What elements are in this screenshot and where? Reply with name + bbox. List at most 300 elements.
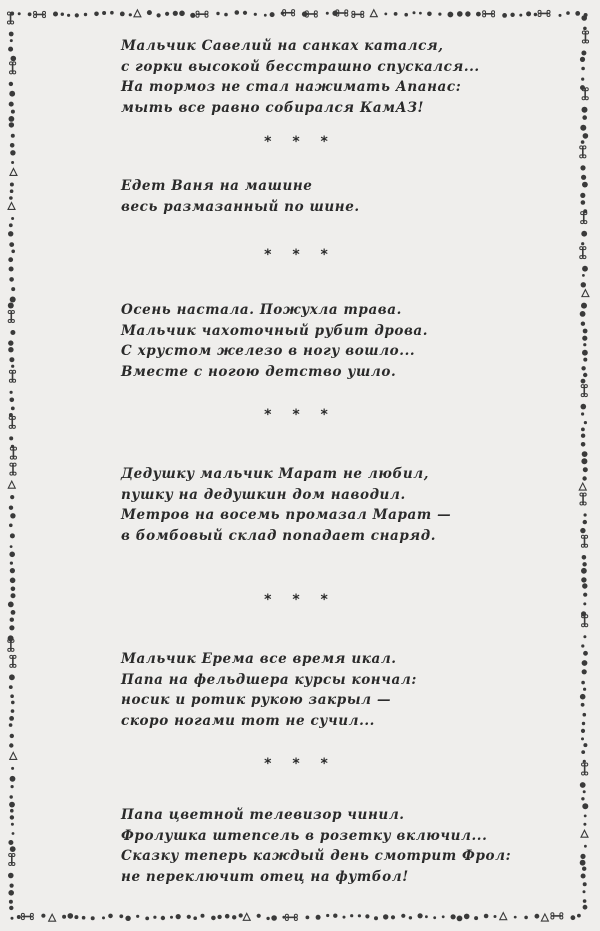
border-dot (581, 737, 584, 740)
border-dot (582, 451, 588, 457)
border-dot (217, 915, 221, 919)
border-dot (9, 723, 13, 727)
border-dot (582, 583, 587, 588)
border-dot (10, 809, 14, 813)
border-dot (580, 782, 586, 788)
border-dot (425, 915, 428, 918)
border-bone (10, 655, 16, 667)
border-dot (526, 11, 531, 16)
border-dot (10, 776, 16, 782)
border-triangle (8, 202, 15, 209)
border-dot (474, 916, 478, 920)
border-triangle (10, 168, 17, 175)
border-bone (9, 853, 15, 865)
poem-1 (121, 36, 480, 118)
border-dot (157, 13, 161, 17)
border-dot (581, 442, 586, 447)
border-dot (583, 905, 588, 910)
border-dot (108, 914, 113, 919)
border-dot (582, 274, 585, 277)
border-dot (580, 694, 586, 700)
border-bone (580, 493, 586, 505)
separator: * * * (264, 756, 336, 772)
border-dot (582, 115, 587, 120)
border-dot (404, 13, 408, 17)
poem-line: С хрустом железо в ногу вошло... (121, 343, 416, 359)
border-dot (53, 12, 58, 17)
border-dot (581, 729, 585, 733)
border-dot (9, 506, 13, 510)
border-dot (350, 914, 353, 917)
border-dot (102, 916, 105, 919)
border-dot (9, 436, 13, 440)
border-dot (571, 915, 576, 920)
border-dot (584, 845, 587, 848)
border-dot (583, 890, 586, 893)
border-dot (581, 379, 586, 384)
border-dot (583, 467, 588, 472)
border-dot (581, 568, 587, 574)
border-dot (187, 915, 191, 919)
poem-2 (121, 176, 360, 217)
border-dot (211, 916, 216, 921)
poem-line: Осень настала. Пожухла трава. (121, 302, 402, 318)
border-dot (559, 14, 562, 17)
border-dot (581, 175, 586, 180)
border-dot (11, 287, 15, 291)
border-dot (581, 681, 585, 685)
border-bone (538, 10, 550, 16)
border-dot (9, 906, 13, 910)
poem-line: Дедушку мальчик Марат не любил, (121, 466, 430, 482)
border-dot (224, 13, 228, 17)
border-dot (580, 528, 585, 533)
border-dot (193, 916, 197, 920)
border-dot (580, 125, 586, 131)
border-bone (10, 62, 16, 74)
border-dot (10, 578, 16, 584)
border-dot (254, 13, 257, 16)
border-dot (10, 734, 14, 738)
border-dot (8, 340, 13, 345)
border-dot (11, 709, 15, 713)
border-dot (582, 669, 587, 674)
poem-line: Мальчик чахоточный рубит дрова. (121, 322, 429, 339)
border-dot (9, 267, 14, 272)
border-dot (11, 56, 17, 62)
border-dot (583, 27, 587, 31)
border-dot (10, 694, 14, 698)
border-dot (11, 110, 15, 114)
poem-line: носик и ротик рукою закрыл — (121, 692, 392, 708)
border-dot (11, 217, 14, 220)
border-dot (580, 57, 585, 62)
border-dot (161, 916, 165, 920)
border-dot (581, 703, 585, 707)
border-dot (102, 11, 106, 15)
border-dot (582, 350, 588, 356)
border-dot (583, 651, 588, 656)
border-dot (9, 743, 13, 747)
border-dot (583, 358, 587, 362)
border-dot (271, 915, 277, 921)
border-dot (235, 10, 240, 15)
poem-line: весь размазанный по шине. (121, 198, 360, 215)
border-dot (582, 266, 588, 272)
border-triangle (370, 10, 377, 17)
border-triangle (579, 483, 586, 490)
border-dot (383, 914, 388, 919)
border-dot (582, 562, 586, 566)
border-dot (391, 915, 395, 919)
border-dot (326, 914, 329, 917)
border-bone (10, 447, 16, 459)
border-dot (9, 685, 13, 689)
border-dot (581, 282, 586, 287)
border-dot (125, 916, 130, 921)
border-dot (10, 189, 14, 193)
border-dot (10, 495, 14, 499)
border-triangle (243, 913, 250, 920)
border-dot (583, 823, 586, 826)
border-dot (583, 743, 587, 747)
border-dot (9, 716, 14, 721)
border-dot (17, 915, 21, 919)
border-dot (190, 13, 195, 18)
border-dot (10, 391, 13, 394)
border-dot (580, 854, 585, 859)
border-dot (583, 343, 586, 346)
border-dot (580, 860, 586, 866)
border-bone (283, 10, 295, 16)
border-dot (75, 13, 79, 17)
border-bone (196, 11, 208, 17)
border-bone (21, 913, 33, 919)
poem-line: мыть все равно собирался КамАЗ! (121, 99, 425, 116)
border-dot (179, 11, 185, 17)
border-dot (9, 552, 15, 558)
poem-3 (121, 300, 428, 382)
border-dot (9, 625, 14, 630)
border-dot (582, 867, 586, 871)
separator: * * * (264, 134, 336, 150)
poem-line: в бомбовый склад попадает снаряд. (121, 527, 437, 544)
border-dot (9, 223, 13, 227)
border-dot (165, 12, 169, 16)
poem-line: На тормоз не стал нажимать Апанас: (121, 79, 462, 95)
border-dot (9, 116, 15, 122)
border-dot (129, 13, 132, 16)
border-dot (582, 476, 586, 480)
border-bone (581, 212, 587, 224)
border-dot (581, 67, 585, 71)
border-dot (282, 916, 285, 919)
border-dot (514, 916, 517, 919)
border-dot (10, 398, 15, 403)
border-dot (12, 832, 15, 835)
border-triangle (581, 830, 588, 837)
poem-line: Метров на восемь промазал Марат — (121, 507, 452, 523)
border-dot (11, 161, 14, 164)
border-dot (119, 914, 123, 918)
border-dot (62, 915, 66, 919)
border-dot (11, 785, 14, 788)
poem-5 (121, 649, 417, 731)
border-dot (11, 587, 16, 592)
border-dot (583, 635, 586, 638)
border-dot (582, 107, 588, 113)
border-dot (9, 674, 15, 680)
border-dot (8, 347, 13, 352)
poem-line: Фролушка штепсель в розетку включил... (121, 827, 488, 844)
border-dot (581, 15, 587, 21)
border-bone (582, 31, 588, 43)
border-dot (394, 12, 398, 16)
border-dot (10, 183, 14, 187)
border-dot (41, 914, 45, 918)
border-dot (580, 311, 586, 317)
border-dot (11, 917, 14, 920)
border-dot (257, 914, 261, 918)
separator: * * * (264, 407, 336, 423)
border-dot (581, 366, 585, 370)
border-dot (10, 545, 13, 548)
border-dot (326, 12, 329, 15)
border-dot (306, 916, 310, 920)
border-dot (583, 713, 587, 717)
border-dot (581, 577, 586, 582)
border-dot (11, 823, 14, 826)
border-dot (365, 914, 369, 918)
border-dot (216, 12, 219, 15)
border-dot (427, 12, 432, 17)
border-dot (581, 434, 585, 438)
border-dot (384, 13, 387, 16)
border-dot (10, 884, 14, 888)
border-dot (136, 915, 139, 918)
border-dot (8, 890, 14, 896)
border-bone (8, 310, 14, 322)
border-dot (581, 750, 585, 754)
border-dot (584, 513, 587, 516)
border-dot (519, 14, 522, 17)
border-dot (581, 322, 585, 326)
border-dot (581, 458, 587, 464)
border-dot (68, 913, 74, 919)
poem-line: Мальчик Ерема все время икал. (121, 651, 397, 667)
border-dot (9, 357, 14, 362)
border-dot (94, 12, 99, 17)
border-dot (484, 914, 489, 919)
border-dot (581, 428, 585, 432)
border-dot (8, 303, 14, 309)
border-dot (582, 555, 587, 560)
border-dot (582, 182, 588, 188)
border-dot (9, 91, 15, 97)
border-dot (580, 193, 585, 198)
border-dot (575, 11, 580, 16)
border-dot (524, 916, 528, 920)
border-dot (358, 914, 361, 917)
poem-line: пушку на дедушкин дом наводил. (121, 486, 406, 503)
border-dot (418, 913, 423, 918)
border-bone (9, 370, 15, 382)
border-dot (581, 51, 586, 56)
border-dot (243, 11, 247, 15)
border-dot (10, 568, 15, 573)
border-bone (581, 535, 587, 547)
border-dot (10, 513, 15, 518)
border-dot (10, 795, 13, 798)
border-dot (11, 610, 16, 615)
border-triangle (134, 10, 141, 17)
border-bone (581, 385, 587, 397)
separator: * * * (264, 592, 336, 608)
border-dot (270, 12, 275, 17)
border-dot (583, 882, 587, 886)
border-dot (74, 915, 78, 919)
border-dot (9, 122, 14, 127)
border-dot (583, 899, 587, 903)
border-triangle (8, 481, 15, 488)
border-dot (566, 11, 570, 15)
border-dot (577, 914, 581, 918)
border-dot (67, 14, 70, 17)
border-dot (582, 660, 588, 666)
border-dot (581, 231, 587, 237)
border-dot (9, 900, 13, 904)
border-dot (419, 12, 422, 15)
border-dot (433, 916, 436, 919)
border-dot (583, 790, 586, 793)
border-dot (10, 330, 15, 335)
border-bone (305, 11, 317, 17)
border-dot (409, 916, 412, 919)
border-dot (8, 840, 13, 845)
border-dot (582, 803, 588, 809)
poem-6 (121, 805, 511, 887)
border-dot (84, 13, 87, 16)
border-dot (232, 915, 236, 919)
border-dot (8, 873, 14, 879)
border-dot (448, 12, 454, 18)
border-dot (9, 32, 14, 37)
border-dot (110, 11, 114, 15)
border-dot (10, 815, 14, 819)
border-dot (145, 917, 149, 921)
border-bone (551, 913, 563, 919)
border-dot (264, 14, 267, 17)
poem-line: скоро ногами тот не сучил... (121, 712, 375, 729)
border-dot (464, 914, 470, 920)
poem-line: Сказку теперь каждый день смотрит Фрол: (121, 848, 512, 864)
poem-line: Папа цветной телевизор чинил. (121, 807, 405, 823)
border-dot (201, 914, 205, 918)
border-bone (336, 10, 348, 16)
border-dot (581, 874, 586, 879)
border-bone (582, 615, 588, 627)
border-dot (476, 12, 481, 17)
border-dot (583, 520, 587, 524)
border-dot (18, 12, 21, 15)
border-bone (10, 463, 16, 475)
border-dot (9, 524, 13, 528)
border-dot (82, 916, 86, 920)
border-bone (34, 11, 46, 17)
border-dot (10, 618, 14, 622)
border-dot (153, 916, 156, 919)
border-dot (581, 200, 586, 205)
border-dot (9, 802, 15, 808)
border-dot (8, 231, 13, 236)
border-dot (494, 915, 497, 918)
border-dot (173, 11, 178, 16)
border-bone (285, 914, 297, 920)
border-dot (535, 914, 540, 919)
border-dot (502, 13, 507, 18)
border-dot (9, 277, 14, 282)
border-dot (11, 701, 15, 705)
border-dot (581, 303, 587, 309)
poem-line: Едет Ваня на машине (121, 178, 313, 194)
border-dot (583, 329, 588, 334)
border-dot (438, 13, 441, 16)
separator: * * * (264, 247, 336, 263)
border-bone (483, 11, 495, 17)
poem-line: Папа на фельдшера курсы кончал: (121, 671, 417, 688)
border-dot (239, 913, 243, 917)
border-dot (401, 914, 405, 918)
border-dot (176, 914, 181, 919)
poem-line: не переключит отец на футбол! (121, 868, 409, 885)
border-triangle (49, 914, 56, 921)
border-dot (10, 846, 16, 852)
border-dot (10, 150, 15, 155)
border-dot (374, 916, 378, 920)
border-dot (581, 78, 584, 81)
border-dot (583, 688, 586, 691)
border-dot (10, 297, 16, 303)
border-dot (581, 797, 584, 800)
border-dot (343, 916, 346, 919)
border-dot (451, 914, 456, 919)
border-dot (413, 11, 416, 14)
border-dot (316, 915, 321, 920)
border-dot (61, 13, 64, 16)
border-dot (8, 47, 13, 52)
border-dot (534, 13, 537, 16)
border-dot (266, 917, 269, 920)
border-dot (147, 10, 152, 15)
border-dot (333, 914, 337, 918)
border-dot (11, 365, 14, 368)
border-triangle (541, 914, 548, 921)
poem-line: Вместе с ногою детство ушло. (121, 363, 397, 380)
border-dot (510, 13, 514, 17)
border-dot (170, 916, 173, 919)
border-triangle (582, 290, 589, 297)
border-dot (28, 12, 32, 16)
border-dot (583, 373, 587, 377)
border-dot (584, 815, 587, 818)
border-dot (581, 644, 584, 647)
border-triangle (500, 913, 507, 920)
border-bone (352, 11, 364, 17)
border-dot (10, 533, 15, 538)
border-bone (8, 639, 14, 651)
border-dot (582, 336, 587, 341)
border-dot (465, 11, 470, 16)
